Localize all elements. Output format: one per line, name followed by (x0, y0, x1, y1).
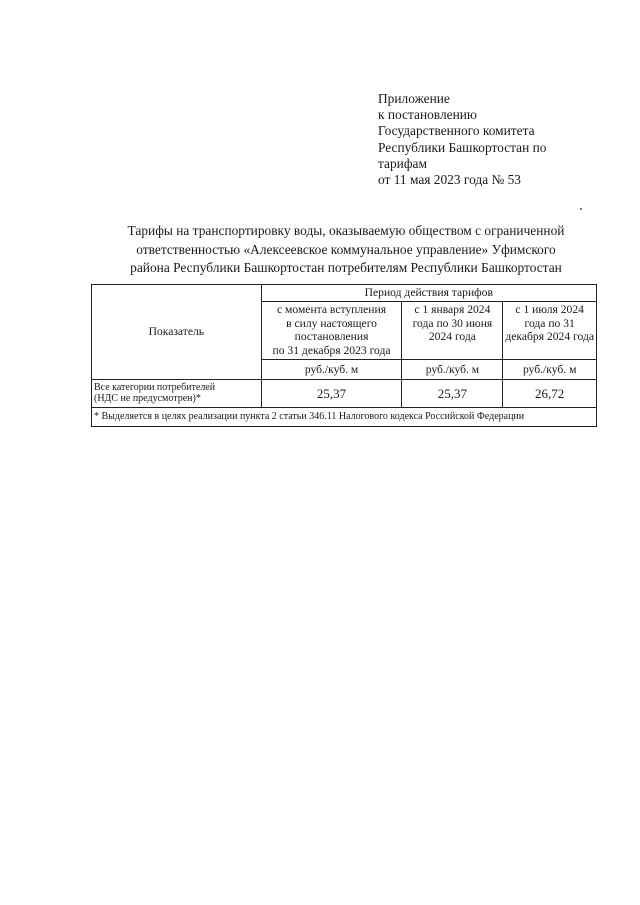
period-cell-3 (503, 301, 597, 359)
period-line: декабря 2024 года (505, 330, 594, 344)
table-row (92, 285, 597, 302)
footnote: * Выделяется в целях реализации пункта 2 статьи 346.11 Налогового кодекса Российской Федерации (92, 407, 597, 426)
appendix-block (378, 91, 598, 188)
row-label-line: Все категории потребителей (94, 381, 216, 393)
period-line: года по 31 (524, 316, 575, 330)
table-row (92, 407, 597, 426)
period-line: с момента вступления (277, 302, 387, 316)
table-row (92, 379, 597, 407)
period-line: с 1 января 2024 (414, 302, 491, 316)
row-label-line: (НДС не предусмотрен)* (94, 393, 201, 405)
period-header: Период действия тарифов (261, 285, 596, 302)
period-line: в силу настоящего (286, 316, 377, 330)
appendix-line: Государственного комитета (378, 123, 535, 139)
appendix-line: тарифам (378, 155, 427, 171)
appendix-line: Республики Башкортостан по (378, 139, 547, 155)
unit-cell: руб./куб. м (503, 359, 597, 379)
document-title (96, 222, 596, 278)
period-line: года по 30 июня (412, 316, 493, 330)
tariff-value: 25,37 (402, 379, 503, 407)
tariff-table (91, 284, 597, 427)
scan-speck (580, 208, 582, 210)
unit-cell: руб./куб. м (261, 359, 402, 379)
appendix-line: от 11 мая 2023 года № 53 (378, 172, 522, 188)
tariff-value: 26,72 (503, 379, 597, 407)
period-line: по 31 декабря 2023 года (272, 344, 391, 358)
appendix-line: Приложение (378, 91, 450, 106)
period-line: 2024 года (428, 330, 476, 344)
period-line: постановления (294, 330, 369, 344)
period-line: с 1 июля 2024 (515, 302, 584, 316)
title-line: района Республики Башкортостан потребителям Республики Башкортостан (130, 260, 562, 275)
appendix-line: к постановлению (378, 107, 477, 123)
title-line: Тарифы на транспортировку воды, оказываемую обществом с ограниченной (127, 223, 565, 238)
period-cell-1 (261, 301, 402, 359)
row-label (92, 379, 262, 407)
title-line: ответственностью «Алексеевское коммунальное управление» Уфимского (136, 241, 556, 257)
period-cell-2 (402, 301, 503, 359)
indicator-header: Показатель (92, 285, 262, 380)
tariff-value: 25,37 (261, 379, 402, 407)
unit-cell: руб./куб. м (402, 359, 503, 379)
